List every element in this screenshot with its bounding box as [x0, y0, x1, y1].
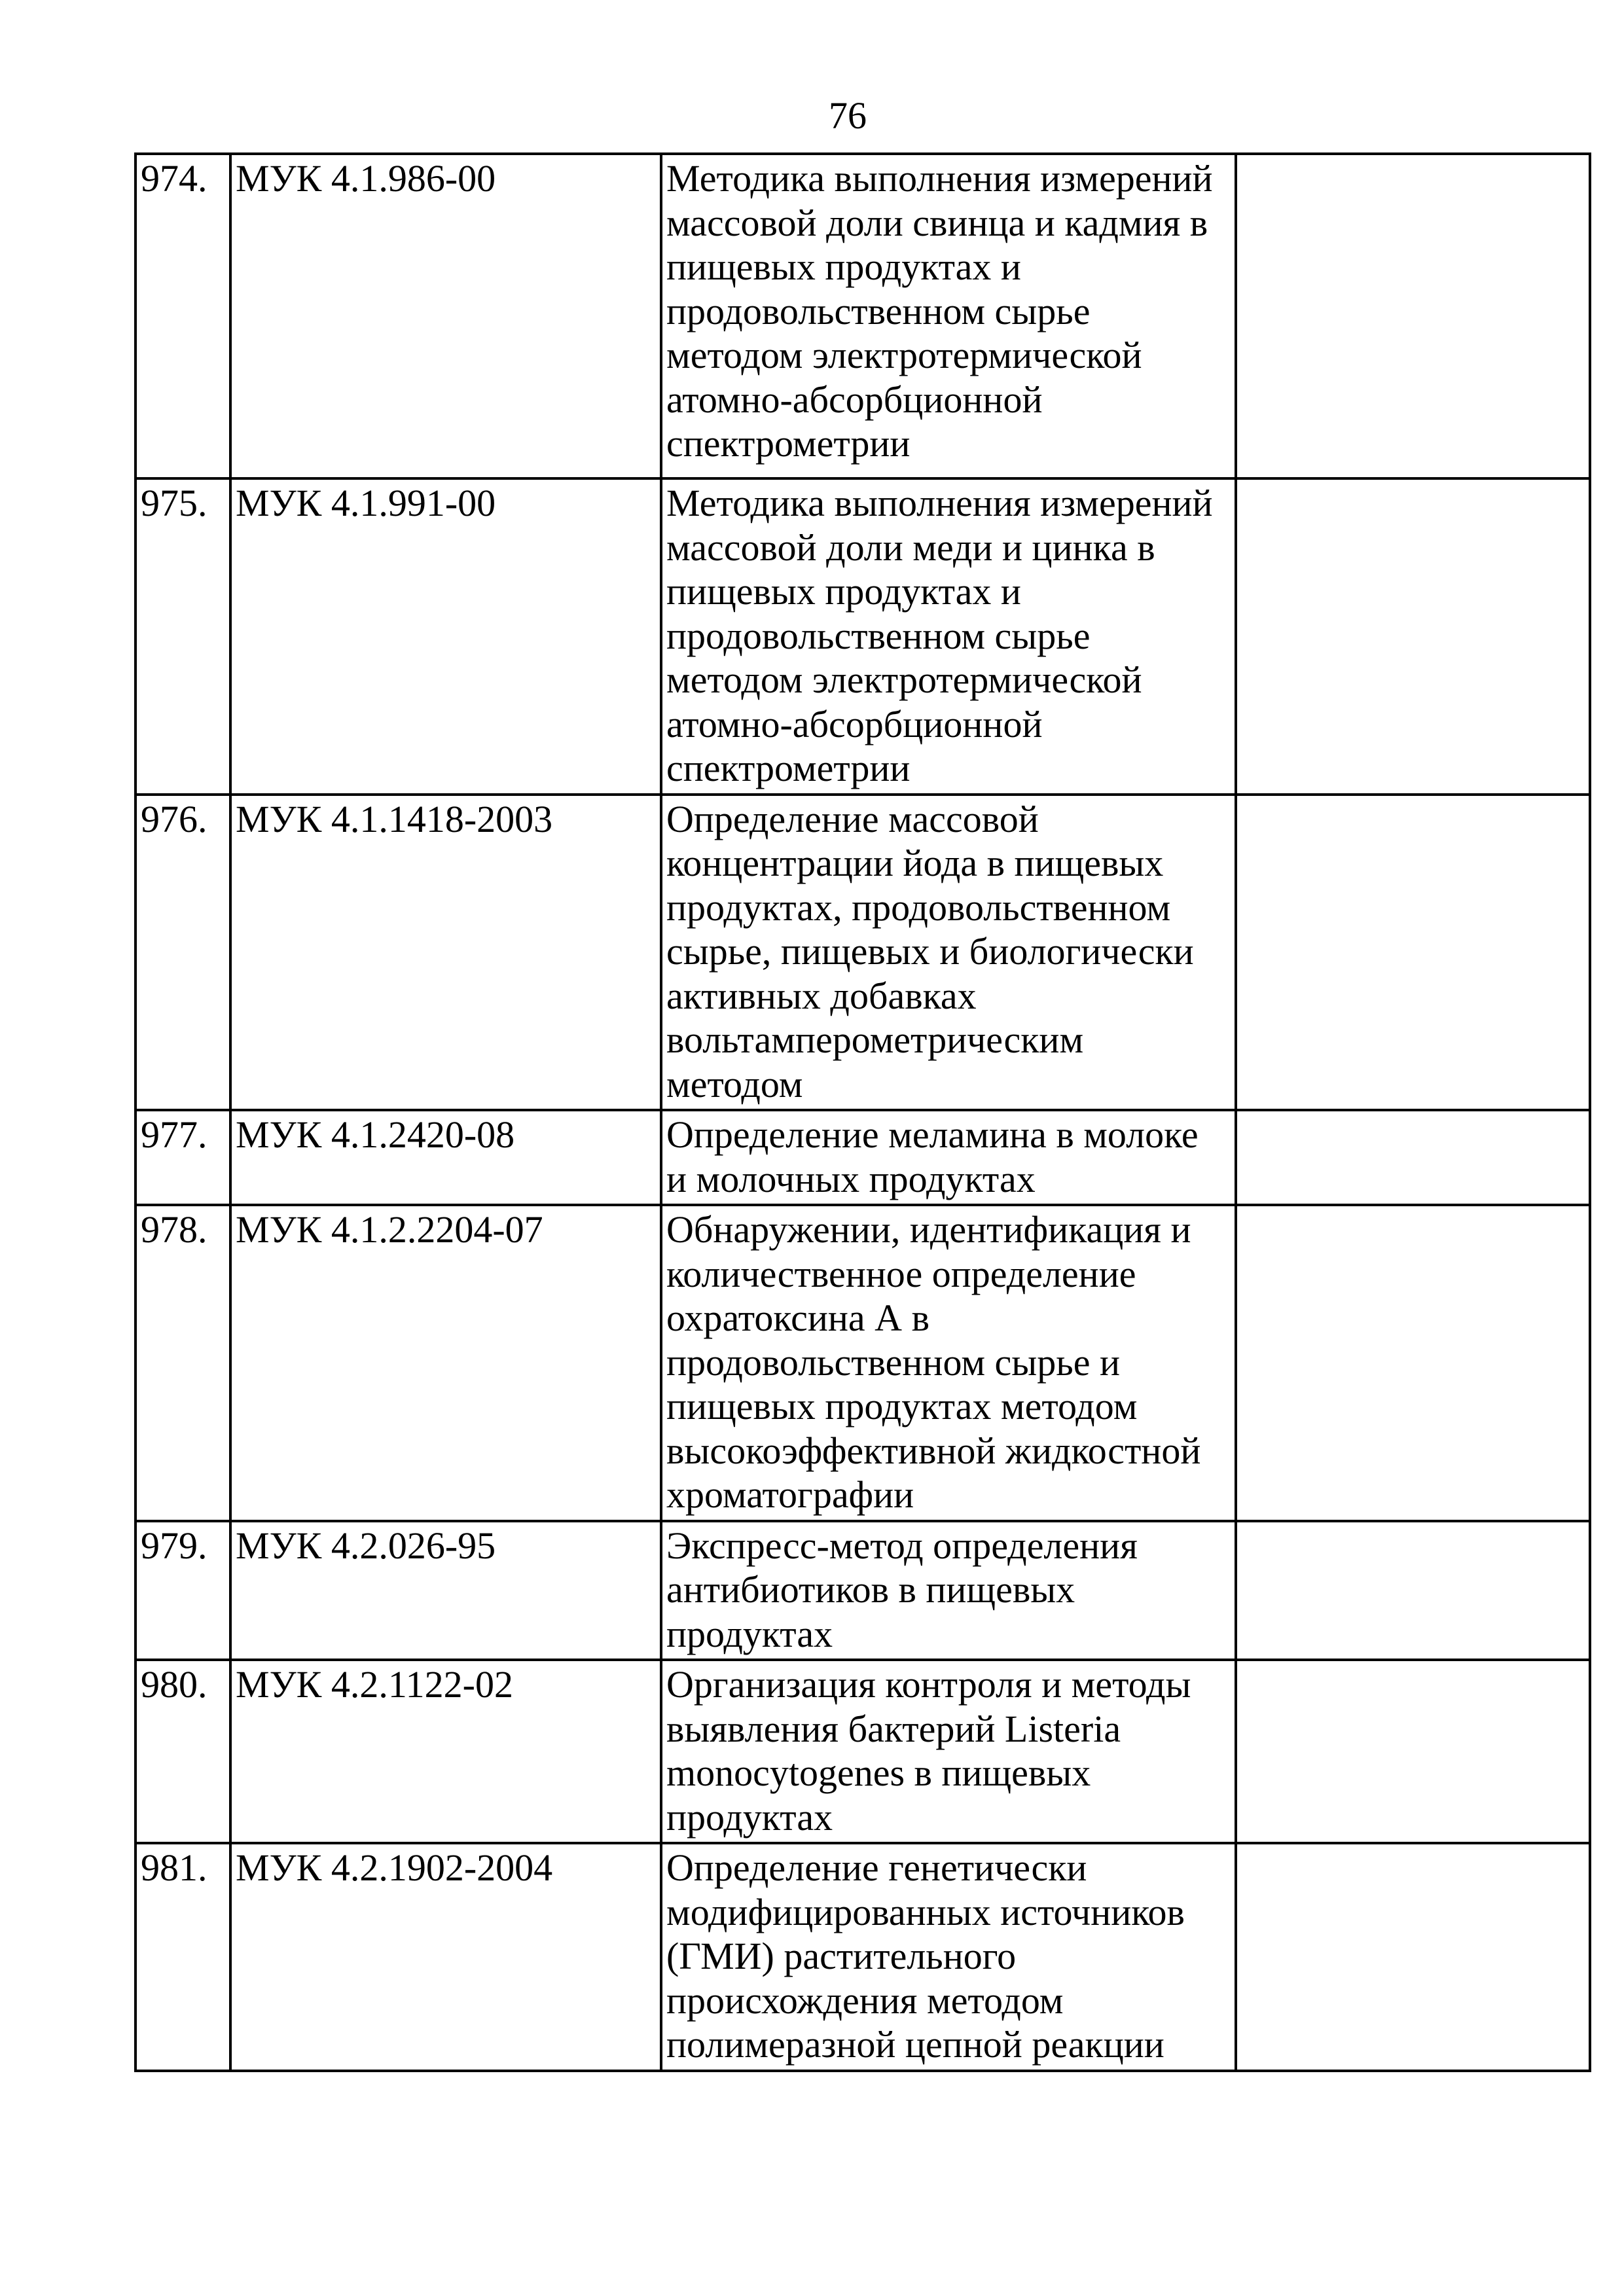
empty-cell: [1236, 1205, 1590, 1521]
document-code: МУК 4.2.026-95: [230, 1521, 661, 1660]
table-row: [135, 478, 1590, 795]
document-code: МУК 4.1.1418-2003: [230, 795, 661, 1111]
document-code: МУК 4.1.991-00: [230, 478, 661, 795]
empty-cell: [1236, 478, 1590, 795]
document-title: Методика выполнения измерений массовой доли меди и цинка в пищевых продуктах и продовольственном сырье методом электротермической атомно-абсорбционной спектрометрии: [661, 478, 1236, 795]
document-code: МУК 4.1.986-00: [230, 154, 661, 478]
empty-cell: [1236, 1843, 1590, 2071]
table-row: [135, 1660, 1590, 1843]
row-number: 981.: [135, 1843, 230, 2071]
document-code: МУК 4.2.1902-2004: [230, 1843, 661, 2071]
empty-cell: [1236, 1521, 1590, 1660]
page-number: 76: [829, 94, 867, 137]
document-title: Определение меламина в молоке и молочных продуктах: [661, 1110, 1236, 1205]
table-row: [135, 1521, 1590, 1660]
empty-cell: [1236, 1660, 1590, 1843]
row-number: 977.: [135, 1110, 230, 1205]
empty-cell: [1236, 154, 1590, 478]
document-title: Обнаружении, идентификация и количественное определение охратоксина А в продовольственном сырье и пищевых продуктах методом высокоэффективной жидкостной хроматографии: [661, 1205, 1236, 1521]
row-number: 980.: [135, 1660, 230, 1843]
row-number: 975.: [135, 478, 230, 795]
row-number: 978.: [135, 1205, 230, 1521]
table-row: [135, 1110, 1590, 1205]
empty-cell: [1236, 1110, 1590, 1205]
empty-cell: [1236, 795, 1590, 1111]
document-code: МУК 4.1.2420-08: [230, 1110, 661, 1205]
document-title: Организация контроля и методы выявления бактерий Listeria monocytogenes в пищевых продуктах: [661, 1660, 1236, 1843]
table-row: [135, 1843, 1590, 2071]
document-code: МУК 4.1.2.2204-07: [230, 1205, 661, 1521]
document-title: Определение генетически модифицированных источников (ГМИ) растительного происхождения методом полимеразной цепной реакции: [661, 1843, 1236, 2071]
table-row: [135, 1205, 1590, 1521]
table-row: [135, 154, 1590, 478]
document-title: Экспресс-метод определения антибиотиков в пищевых продуктах: [661, 1521, 1236, 1660]
row-number: 976.: [135, 795, 230, 1111]
document-title: Методика выполнения измерений массовой доли свинца и кадмия в пищевых продуктах и продовольственном сырье методом электротермической атомно-абсорбционной спектрометрии: [661, 154, 1236, 478]
row-number: 979.: [135, 1521, 230, 1660]
document-title: Определение массовой концентрации йода в пищевых продуктах, продовольственном сырье, пищевых и биологически активных добавках вольтамперометрическим методом: [661, 795, 1236, 1111]
document-code: МУК 4.2.1122-02: [230, 1660, 661, 1843]
row-number: 974.: [135, 154, 230, 478]
table-row: [135, 795, 1590, 1111]
regulations-table: [134, 152, 1591, 2072]
